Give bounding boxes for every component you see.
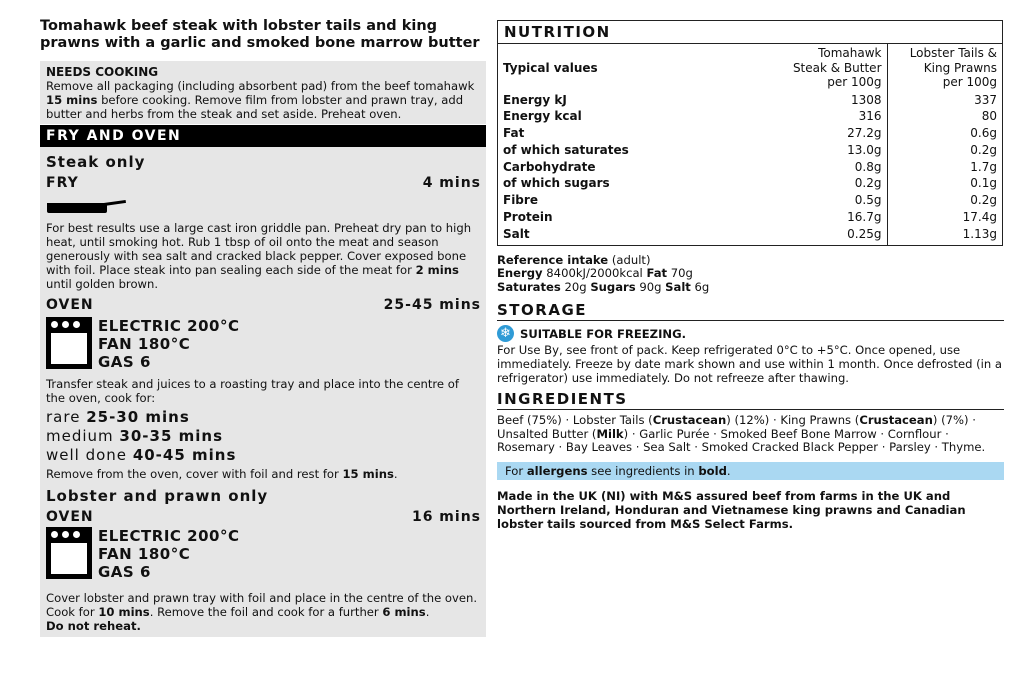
steak-oven-label: OVEN (46, 297, 94, 313)
nutrition-row: Carbohydrate 0.8g 1.7g (503, 159, 997, 174)
reference-intake: Reference intake (adult) Energy 8400kJ/2000kcal Fat 70g Saturates 20g Sugars 90g Salt 6g (497, 252, 710, 294)
steak-gas: GAS 6 (98, 353, 151, 371)
needs-cooking-heading: NEEDS COOKING (46, 65, 159, 79)
doneness-list (46, 408, 481, 465)
steak-oven-time: 25-45 mins (383, 297, 481, 313)
freezing-notice: ❄ SUITABLE FOR FREEZING. (497, 325, 1004, 342)
storage-heading: STORAGE (497, 301, 1004, 321)
column-lobster: Lobster Tails & King Prawns per 100g (909, 46, 997, 89)
nutrition-row: Salt 0.25g 1.13g (498, 226, 1002, 245)
fry-instructions: For best results use a large cast iron griddle pan. Preheat dry pan to high heat, until smoking hot. Rub 1 tbsp of oil onto the meat and season generously with sea salt and cracked black pepper. Cover exposed bone with foil. Place steak into pan sealing each side of the meat for 2 mins until golden brown. (46, 221, 472, 291)
nutrition-row: of which sugars 0.2g 0.1g (503, 176, 997, 191)
nutrition-title: NUTRITION (498, 21, 1002, 44)
allergen-advice: For allergens see ingredients in bold. (497, 462, 1004, 480)
lobster-electric: ELECTRIC 200°C (98, 527, 240, 545)
doneness-rare: rare 25-30 mins (46, 408, 190, 426)
steak-heading: Steak only (46, 153, 146, 171)
origin-statement: Made in the UK (NI) with M&S assured beef from farms in the UK and Northern Ireland, Honduran and Vietnamese king prawns and Canadian lobster tails sourced from M&S Select Farms. (497, 489, 966, 531)
nutrition-row: Energy kcal 316 80 (503, 109, 997, 124)
steak-electric: ELECTRIC 200°C (98, 317, 240, 335)
nutrition-row: Fat 27.2g 0.6g (503, 126, 997, 141)
frying-pan-icon (46, 197, 481, 215)
needs-cooking-text: Remove all packaging (including absorbent pad) from the beef tomahawk 15 mins before cooking. Remove film from lobster and prawn tray, add butter and herbs from the steak and set aside. Preheat oven. (46, 79, 475, 121)
fry-label: FRY (46, 175, 79, 191)
rest-instructions: Remove from the oven, cover with foil and rest for 15 mins. (46, 467, 398, 481)
lobster-oven-label: OVEN (46, 509, 94, 525)
storage-text: For Use By, see front of pack. Keep refrigerated 0°C to +5°C. Once opened, use immediately. Freeze by date mark shown and use within 1 month. Once defrosted (in a refrigerator) use immediately. Do not refreeze after thawing. (497, 343, 1003, 385)
fry-row (46, 175, 481, 191)
steak-fan: FAN 180°C (98, 335, 191, 353)
method-bar: FRY AND OVEN (40, 125, 486, 147)
lobster-gas: GAS 6 (98, 563, 151, 581)
nutrition-row: of which saturates 13.0g 0.2g (503, 142, 997, 157)
nutrition-table (497, 20, 1003, 246)
steak-oven-settings (46, 317, 481, 371)
nutrition-row: Energy kJ 1308 337 (503, 92, 997, 107)
snowflake-icon: ❄ (497, 325, 514, 342)
info-column (497, 20, 1004, 531)
lobster-instructions: Cover lobster and prawn tray with foil and place in the centre of the oven. Cook for 10 mins. Remove the foil and cook for a further 6 mins. (46, 591, 478, 619)
no-reheat-warning: Do not reheat. (46, 619, 141, 633)
fry-time: 4 mins (422, 175, 481, 191)
needs-cooking-box (40, 61, 486, 124)
lobster-oven-time: 16 mins (411, 509, 481, 525)
lobster-fan: FAN 180°C (98, 545, 191, 563)
product-title: Tomahawk beef steak with lobster tails and king prawns with a garlic and smoked bone marrow butter (40, 18, 480, 51)
ingredients-heading: INGREDIENTS (497, 390, 1004, 410)
nutrition-row: Fibre 0.5g 0.2g (503, 193, 997, 208)
oven-icon (46, 317, 92, 369)
ingredients-list: Beef (75%) · Lobster Tails (Crustacean) (12%) · King Prawns (Crustacean) (7%) · Unsalted Butter (Milk) · Garlic Purée · Smoked Beef Bone Marrow · Cornflour · Rosemary · Bay Leaves · Sea Salt · Smoked Cracked Black Pepper · Parsley · Thyme. (497, 413, 986, 455)
lobster-oven-settings (46, 527, 481, 581)
method-panel (40, 147, 486, 637)
steak-oven-instructions: Transfer steak and juices to a roasting tray and place into the centre of the oven, cook for: (46, 377, 459, 405)
oven-icon (46, 527, 92, 579)
column-tomahawk: Tomahawk Steak & Butter per 100g (695, 44, 887, 92)
nutrition-row: Protein 16.7g 17.4g (503, 210, 997, 225)
nutrition-header-row (498, 44, 1002, 92)
cooking-column (40, 18, 486, 637)
doneness-medium: medium 30-35 mins (46, 427, 223, 445)
steak-oven-row (46, 297, 481, 313)
lobster-oven-row (46, 509, 481, 525)
typical-values-label: Typical values (503, 60, 598, 75)
doneness-well-done: well done 40-45 mins (46, 446, 237, 464)
lobster-heading: Lobster and prawn only (46, 487, 269, 505)
